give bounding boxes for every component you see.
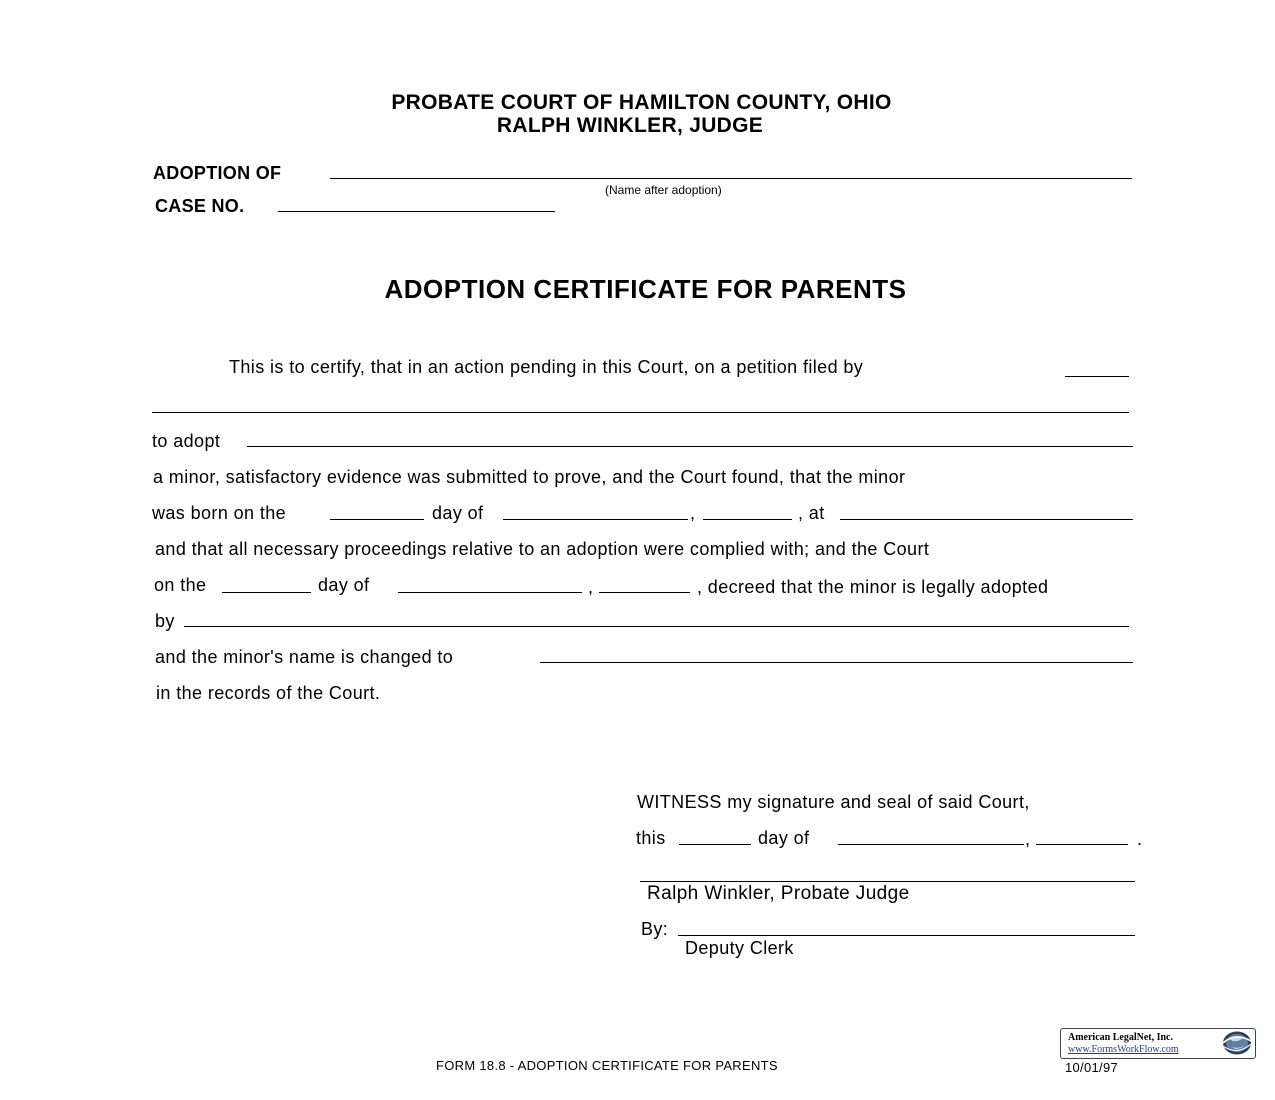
decree-comma: , <box>588 577 594 597</box>
american-legalnet-badge[interactable] <box>1060 1028 1256 1059</box>
name-changed-label: and the minor's name is changed to <box>155 647 454 667</box>
witness-year-field[interactable] <box>1036 844 1128 845</box>
petitioner-field-start[interactable] <box>1065 376 1129 377</box>
witness-this-label: this <box>636 828 666 848</box>
adoption-name-field[interactable] <box>330 178 1132 179</box>
judge-name: RALPH WINKLER, JUDGE <box>496 114 764 137</box>
decree-on-the-label: on the <box>154 575 207 595</box>
witness-period: . <box>1137 829 1143 849</box>
birth-month-field[interactable] <box>503 519 688 520</box>
form-number: FORM 18.8 - ADOPTION CERTIFICATE FOR PARENTS <box>436 1058 778 1073</box>
birth-at-label: , at <box>798 503 825 523</box>
adoption-of-label: ADOPTION OF <box>153 163 282 183</box>
witness-month-field[interactable] <box>838 844 1024 845</box>
case-no-label: CASE NO. <box>155 196 245 216</box>
badge-company-name: American LegalNet, Inc. <box>1068 1032 1173 1043</box>
evidence-text: a minor, satisfactory evidence was submitted to prove, and the Court found, that the minor <box>153 467 906 487</box>
birth-day-of-label: day of <box>432 503 484 523</box>
birth-place-field[interactable] <box>840 519 1133 520</box>
proceedings-text: and that all necessary proceedings relative to an adoption were complied with; and the Court <box>155 539 930 559</box>
birth-comma: , <box>690 503 696 523</box>
birth-year-field[interactable] <box>703 519 792 520</box>
revision-date: 10/01/97 <box>1065 1060 1119 1075</box>
judge-signature-label: Ralph Winkler, Probate Judge <box>647 883 910 904</box>
court-name: PROBATE COURT OF HAMILTON COUNTY, OHIO <box>391 91 892 114</box>
birth-day-field[interactable] <box>330 519 424 520</box>
badge-url-link[interactable]: www.FormsWorkFlow.com <box>1068 1044 1179 1055</box>
deputy-clerk-signature-line[interactable] <box>678 935 1135 936</box>
born-on-label: was born on the <box>152 503 287 523</box>
decree-month-field[interactable] <box>398 592 582 593</box>
witness-day-of-label: day of <box>758 828 810 848</box>
case-number-field[interactable] <box>278 211 555 212</box>
decree-day-of-label: day of <box>318 575 370 595</box>
certificate-title: ADOPTION CERTIFICATE FOR PARENTS <box>384 274 907 304</box>
witness-comma: , <box>1025 829 1031 849</box>
adopting-parents-field[interactable] <box>184 626 1129 627</box>
name-after-adoption-hint: (Name after adoption) <box>605 183 722 197</box>
globe-logo-icon <box>1219 1030 1253 1056</box>
records-text: in the records of the Court. <box>156 683 381 703</box>
witness-day-field[interactable] <box>679 844 751 845</box>
to-adopt-label: to adopt <box>152 431 221 451</box>
deputy-clerk-label: Deputy Clerk <box>685 938 794 958</box>
witness-text: WITNESS my signature and seal of said Court, <box>637 792 1030 812</box>
decreed-text: , decreed that the minor is legally adopted <box>697 577 1049 597</box>
by-label: By: <box>641 919 669 939</box>
decree-year-field[interactable] <box>599 592 690 593</box>
decree-day-field[interactable] <box>222 592 311 593</box>
judge-signature-line[interactable] <box>640 881 1135 882</box>
adoptee-field[interactable] <box>247 446 1133 447</box>
petition-text: This is to certify, that in an action pending in this Court, on a petition filed by <box>229 357 864 377</box>
new-name-field[interactable] <box>540 662 1133 663</box>
adopted-by-label: by <box>155 611 175 631</box>
petitioner-field[interactable] <box>152 412 1129 413</box>
